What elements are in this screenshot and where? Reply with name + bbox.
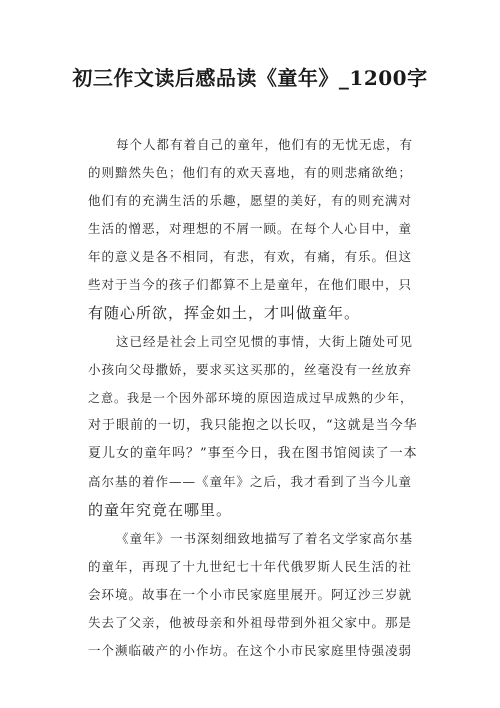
paragraph-line: 夏儿女的童年吗？”事至今日，我在图书馆阅读了一本 xyxy=(88,446,418,461)
paragraph-line: 对于眼前的一切，我只能抱之以长叹，“这就是当今华 xyxy=(88,418,418,433)
paragraph-line: 生活的憎恶，对理想的不屑一顾。在每个人心目中，童 xyxy=(88,221,413,236)
paragraph-line: 小孩向父母撒娇，要求买这买那的，丝毫没有一丝放弃 xyxy=(88,362,413,377)
paragraph-line: 高尔基的着作——《童年》之后，我才看到了当今儿童 xyxy=(88,474,413,489)
paragraph-line: 一个濒临破产的小作坊。在这个小市民家庭里恃强凌弱 xyxy=(88,643,413,658)
paragraph-line: 他们有的充满生活的乐趣，愿望的美好，有的则充满对 xyxy=(88,193,413,208)
paragraph-line: 每个人都有着自己的童年，他们有的无忧无虑，有 xyxy=(116,137,414,152)
paragraph-line: 年的意义是各不相同，有悲，有欢，有痛，有乐。但这 xyxy=(88,249,413,264)
paragraph-line: 会环境。故事在一个小市民家庭里展开。阿辽沙三岁就 xyxy=(88,587,413,602)
paragraph-line: 的则黯然失色；他们有的欢天喜地，有的则悲痛欲绝； xyxy=(88,165,413,180)
paragraph-line: 之意。我是一个因外部环境的原因造成过早成熟的少年， xyxy=(88,391,414,405)
paragraph-line: 有随心所欲，挥金如土，才叫做童年。 xyxy=(88,304,361,322)
paragraph-line: 《童年》一书深刻细致地描写了着名文学家高尔基 xyxy=(116,531,414,546)
paragraph-line: 失去了父亲，他被母亲和外祖母带到外祖父家中。那是 xyxy=(88,615,413,630)
document-title: 初三作文读后感品读《童年》_1200字 xyxy=(72,66,428,90)
paragraph-line: 的童年究竟在哪里。 xyxy=(88,501,233,519)
paragraph-line: 的童年，再现了十九世纪七十年代俄罗斯人民生活的社 xyxy=(88,559,413,574)
paragraph-line: 这已经是社会上司空见惯的事情，大街上随处可见 xyxy=(116,334,414,349)
paragraph-line: 些对于当今的孩子们都算不上是童年，在他们眼中，只 xyxy=(88,277,413,292)
